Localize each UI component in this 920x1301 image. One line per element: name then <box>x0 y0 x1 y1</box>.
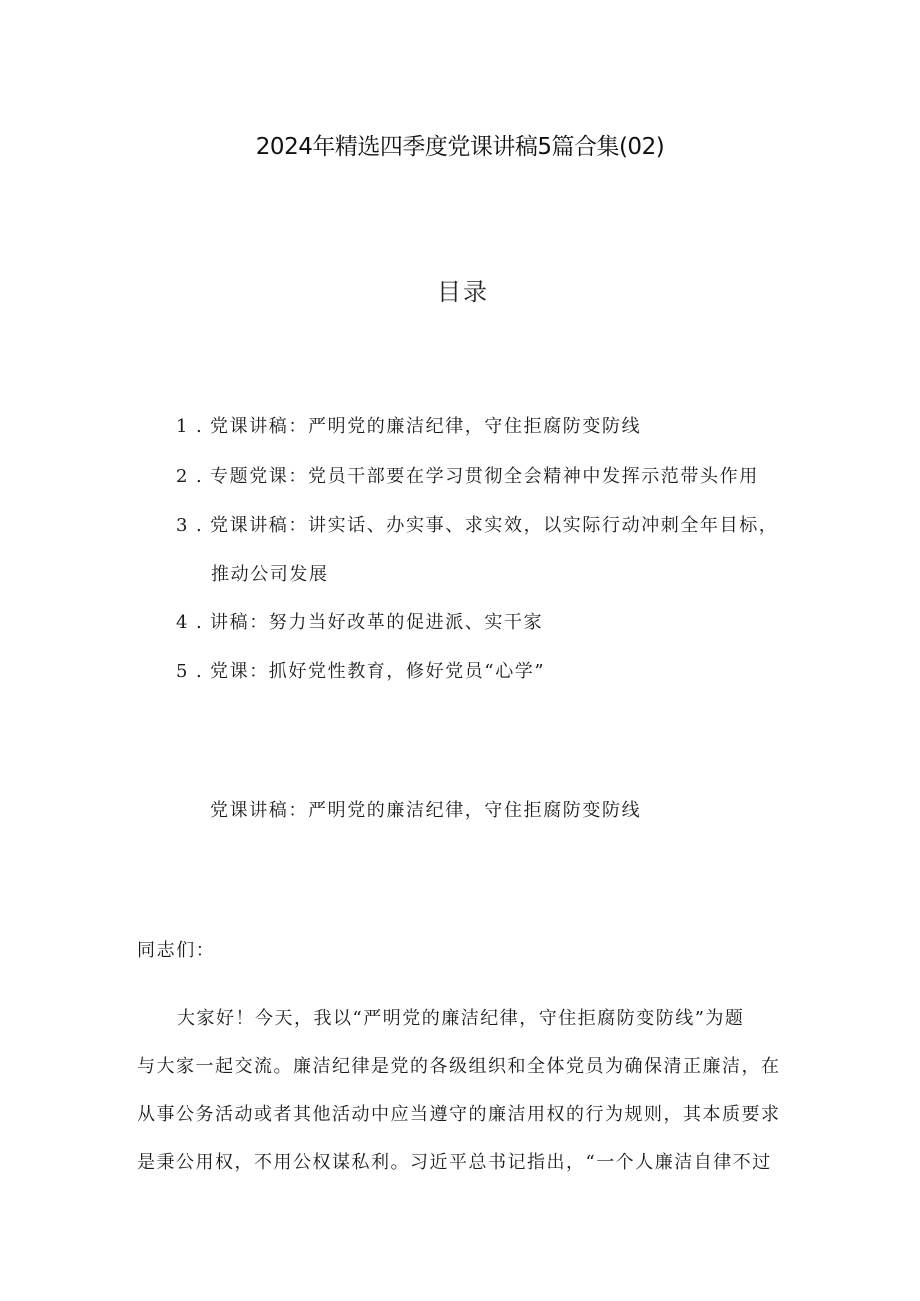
body-line: 与大家一起交流。廉洁纪律是党的各级组织和全体党员为确保清正廉洁，在 <box>137 1056 781 1077</box>
salutation: 同志们： <box>137 940 216 961</box>
toc-number: 1 <box>176 416 190 437</box>
toc-number: 3 <box>176 515 190 536</box>
toc-text: 党课讲稿：严明党的廉洁纪律，守住拒腐防变防线 <box>210 416 642 437</box>
toc-text: 党课讲稿：讲实话、办实事、求实效，以实际行动冲刺全年目标， <box>210 515 779 536</box>
toc-dot: . <box>196 466 204 487</box>
toc-text: 讲稿：努力当好改革的促进派、实干家 <box>210 612 544 633</box>
toc-number: 2 <box>176 466 190 487</box>
toc-item-5[interactable] <box>176 657 545 683</box>
toc-dot: . <box>196 416 204 437</box>
toc-number: 4 <box>176 612 190 633</box>
toc-dot: . <box>196 515 204 536</box>
toc-item-3[interactable] <box>176 511 778 537</box>
body-line: 是秉公用权，不用公权谋私利。习近平总书记指出，“一个人廉洁自律不过 <box>137 1152 772 1173</box>
toc-text: 党课：抓好党性教育，修好党员“心学” <box>210 661 546 682</box>
section-title: 党课讲稿：严明党的廉洁纪律，守住拒腐防变防线 <box>210 800 642 821</box>
page-title: 2024年精选四季度党课讲稿5篇合集(02) <box>255 134 665 160</box>
body-line: 大家好！今天，我以“严明党的廉洁纪律，守住拒腐防变防线”为题 <box>177 1008 745 1029</box>
toc-text: 专题党课：党员干部要在学习贯彻全会精神中发挥示范带头作用 <box>210 466 759 487</box>
body-line: 从事公务活动或者其他活动中应当遵守的廉洁用权的行为规则，其本质要求 <box>137 1104 781 1125</box>
toc-dot: . <box>196 612 204 633</box>
toc-heading: 目录 <box>437 278 489 306</box>
toc-item-4[interactable] <box>176 608 543 634</box>
toc-number: 5 <box>176 661 190 682</box>
toc-item-3-continuation[interactable]: 推动公司发展 <box>211 564 329 585</box>
toc-dot: . <box>196 661 204 682</box>
toc-item-2[interactable] <box>176 462 759 488</box>
toc-item-1[interactable] <box>176 412 641 438</box>
